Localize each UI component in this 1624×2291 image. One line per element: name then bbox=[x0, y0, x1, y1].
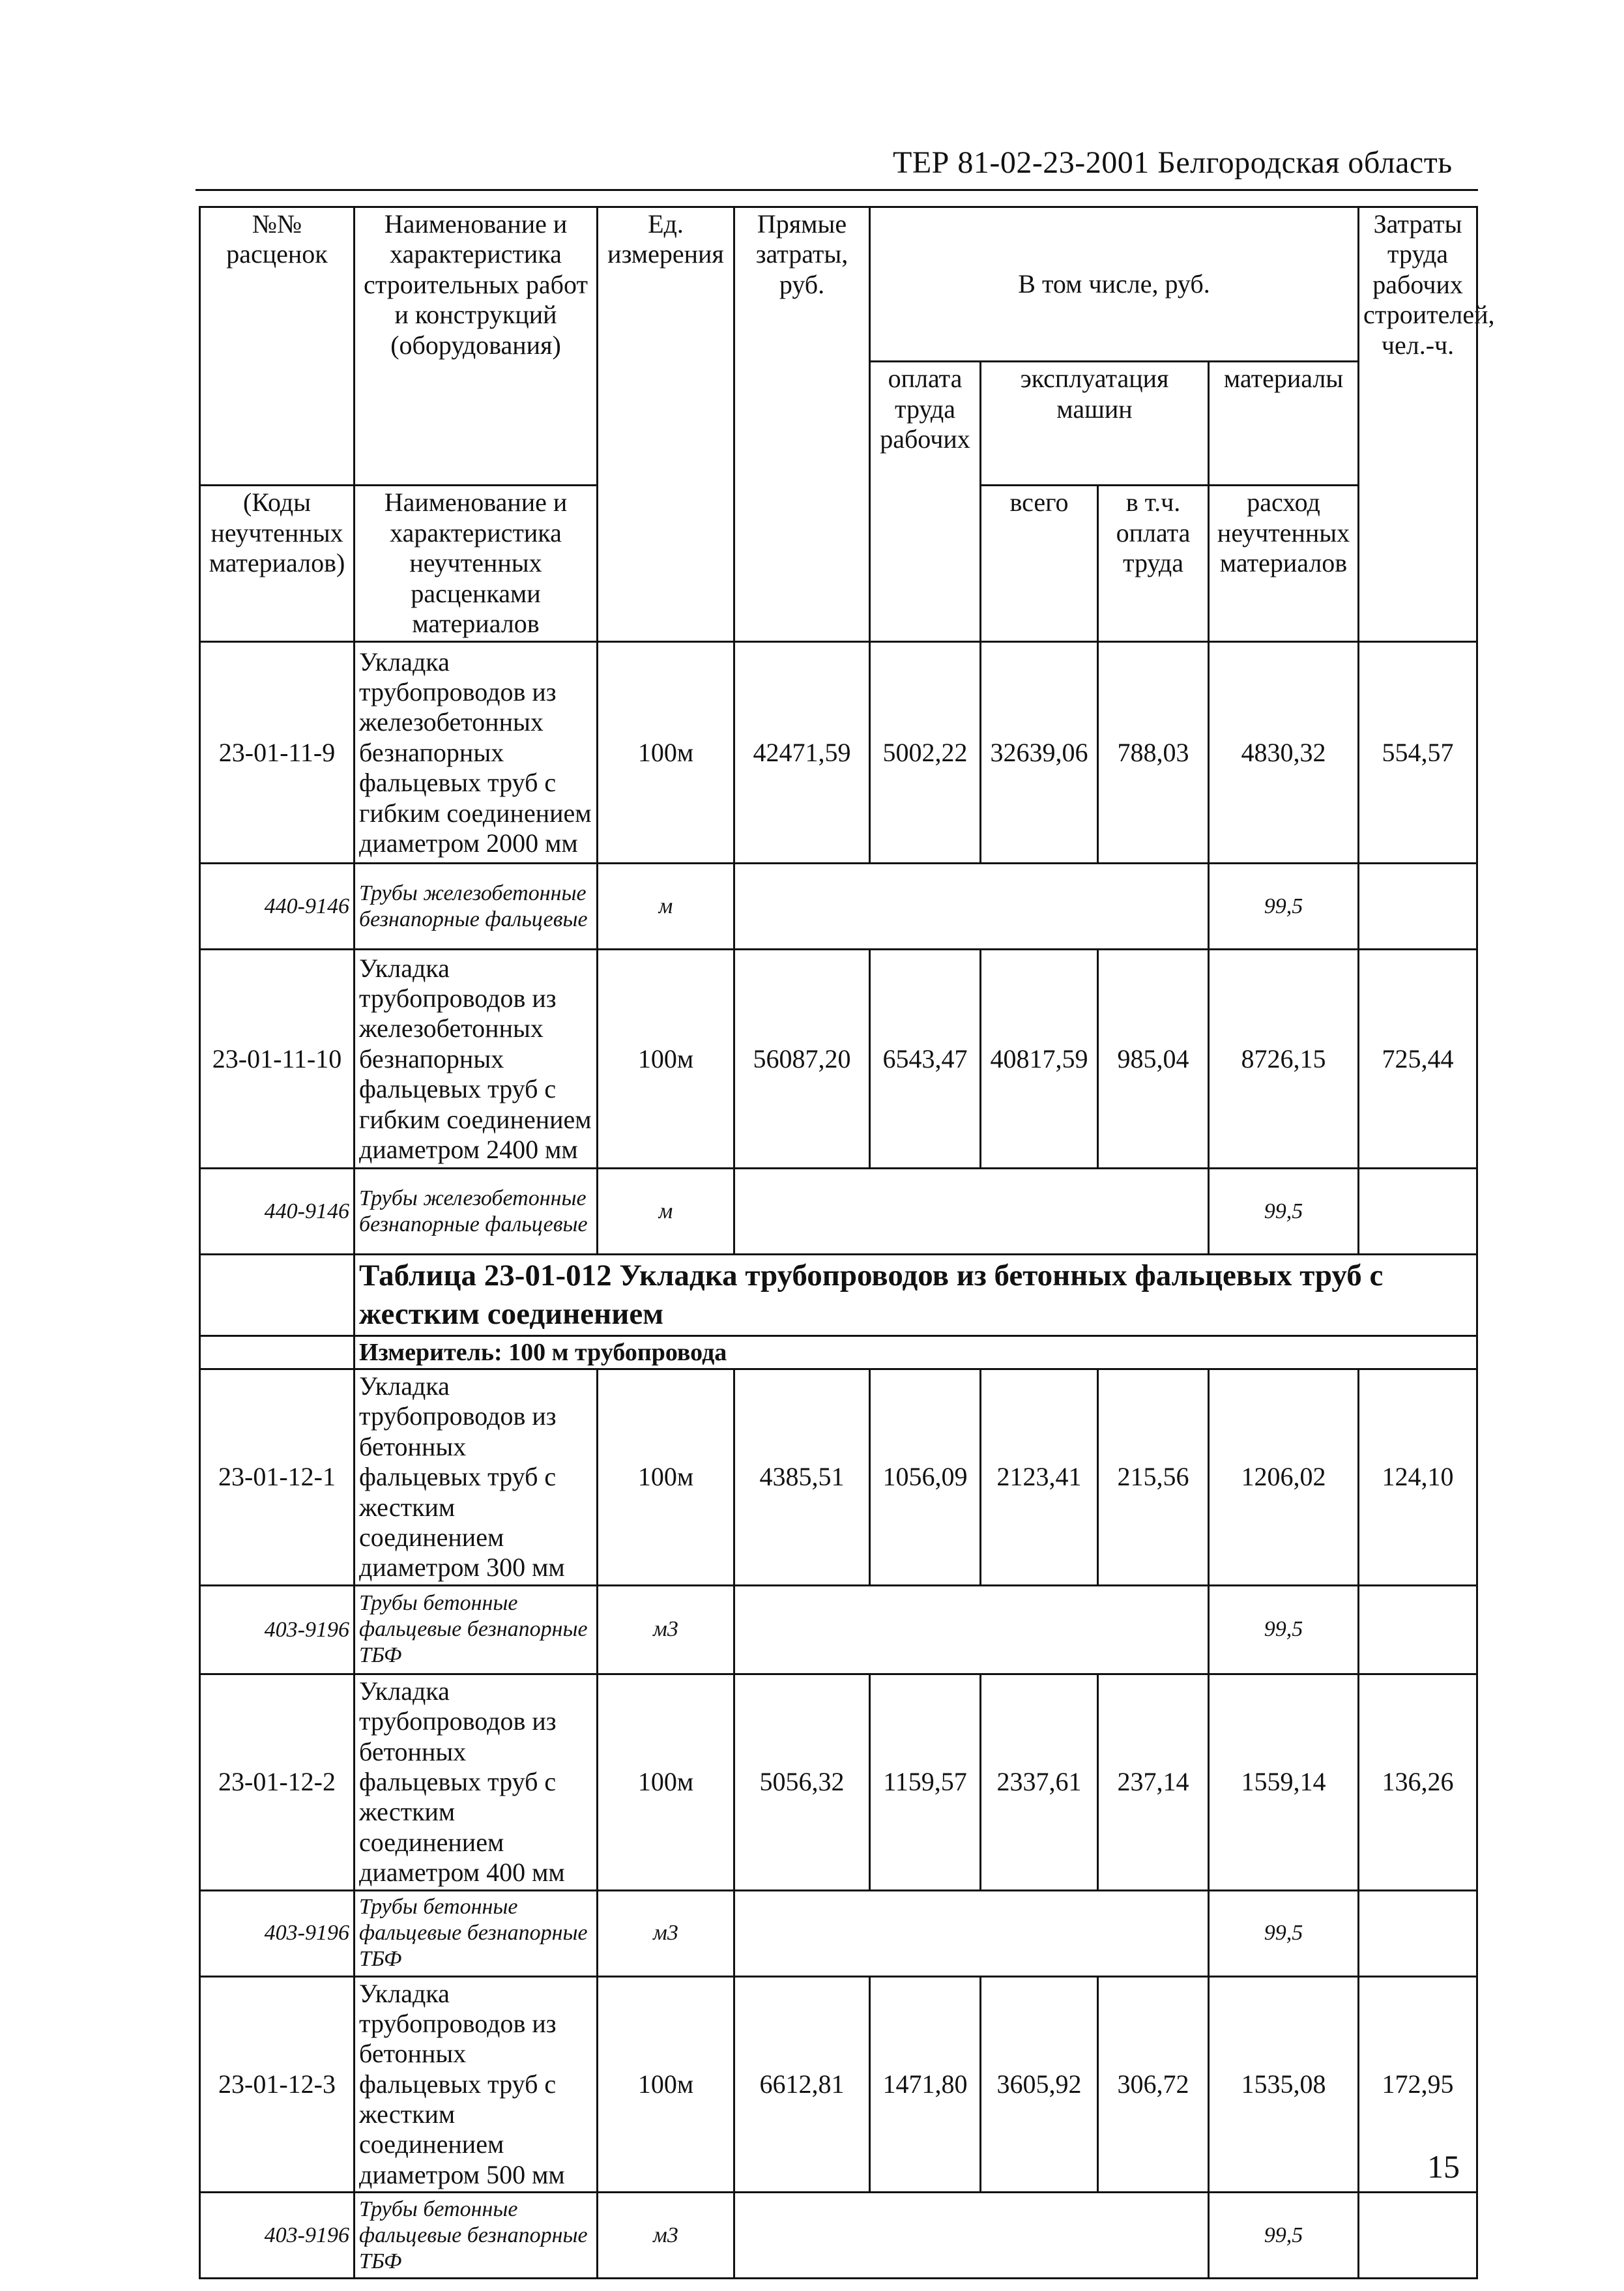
rate-code: 23-01-12-3 bbox=[200, 1976, 355, 2193]
rate-wage: 5002,22 bbox=[870, 642, 981, 864]
rate-labor: 554,57 bbox=[1359, 642, 1477, 864]
rate-name: Укладка трубопроводов из железобетонных безнапорных фальцевых труб с гибким соединением диаметром 2000 мм bbox=[355, 642, 598, 864]
rate-labor: 725,44 bbox=[1359, 950, 1477, 1169]
rate-direct: 42471,59 bbox=[734, 642, 870, 864]
rate-row bbox=[200, 1976, 1477, 2193]
material-qty: 99,5 bbox=[1209, 1585, 1359, 1674]
material-name: Трубы железобетонные безнапорные фальцевые bbox=[355, 864, 598, 950]
rate-machines-wage: 306,72 bbox=[1098, 1976, 1209, 2193]
material-code: 403-9196 bbox=[200, 2193, 355, 2279]
rate-machines: 32639,06 bbox=[981, 642, 1098, 864]
rate-row bbox=[200, 950, 1477, 1169]
material-row bbox=[200, 1890, 1477, 1976]
material-row bbox=[200, 1585, 1477, 1674]
rate-name: Укладка трубопроводов из бетонных фальцевых труб с жестким соединением диаметром 500 мм bbox=[355, 1976, 598, 2193]
material-code: 440-9146 bbox=[200, 1169, 355, 1255]
rate-code: 23-01-12-2 bbox=[200, 1674, 355, 1890]
material-row bbox=[200, 864, 1477, 950]
rate-direct: 56087,20 bbox=[734, 950, 870, 1169]
rate-wage: 6543,47 bbox=[870, 950, 981, 1169]
rate-name: Укладка трубопроводов из железобетонных безнапорных фальцевых труб с гибким соединением диаметром 2400 мм bbox=[355, 950, 598, 1169]
rate-labor: 136,26 bbox=[1359, 1674, 1477, 1890]
rate-materials: 4830,32 bbox=[1209, 642, 1359, 864]
document-header: ТЕР 81-02-23-2001 Белгородская область bbox=[893, 145, 1453, 180]
material-code: 403-9196 bbox=[200, 1890, 355, 1976]
rate-materials: 1535,08 bbox=[1209, 1976, 1359, 2193]
rate-materials: 8726,15 bbox=[1209, 950, 1359, 1169]
material-qty: 99,5 bbox=[1209, 864, 1359, 950]
col-code-subheader: (Коды неучтенных материалов) bbox=[200, 486, 355, 642]
material-row bbox=[200, 2193, 1477, 2279]
col-name-header: Наименование и характеристика строительных работ и конструкций (оборудования) bbox=[355, 207, 598, 362]
rate-direct: 4385,51 bbox=[734, 1369, 870, 1586]
title-spacer bbox=[200, 1255, 355, 1336]
col-incl-wage-header: в т.ч. оплата труда bbox=[1098, 486, 1209, 642]
material-blank bbox=[734, 1585, 1209, 1674]
col-code-header: №№ расценок bbox=[200, 207, 355, 362]
material-qty: 99,5 bbox=[1209, 1169, 1359, 1255]
rate-machines: 40817,59 bbox=[981, 950, 1098, 1169]
material-labor-blank bbox=[1359, 1169, 1477, 1255]
table-title: Таблица 23-01-012 Укладка трубопроводов из бетонных фальцевых труб с жестким соединением bbox=[355, 1255, 1477, 1336]
rate-materials: 1559,14 bbox=[1209, 1674, 1359, 1890]
measure-spacer bbox=[200, 1335, 355, 1369]
rate-row bbox=[200, 1674, 1477, 1890]
col-direct-header: Прямые затраты, руб. bbox=[734, 207, 870, 642]
rate-machines-wage: 215,56 bbox=[1098, 1369, 1209, 1586]
header-rule bbox=[196, 189, 1478, 191]
material-blank bbox=[734, 1890, 1209, 1976]
material-blank bbox=[734, 1169, 1209, 1255]
material-unit: м3 bbox=[598, 1890, 734, 1976]
material-name: Трубы железобетонные безнапорные фальцевые bbox=[355, 1169, 598, 1255]
material-name: Трубы бетонные фальцевые безнапорные ТБФ bbox=[355, 2193, 598, 2279]
rate-row bbox=[200, 642, 1477, 864]
rate-wage: 1056,09 bbox=[870, 1369, 981, 1586]
rate-machines: 2123,41 bbox=[981, 1369, 1098, 1586]
material-unit: м bbox=[598, 864, 734, 950]
table-measure: Измеритель: 100 м трубопровода bbox=[355, 1335, 1477, 1369]
col-name-subheader: Наименование и характеристика неучтенных расценками материалов bbox=[355, 486, 598, 642]
col-total-header: всего bbox=[981, 486, 1098, 642]
rate-code: 23-01-12-1 bbox=[200, 1369, 355, 1586]
rate-labor: 124,10 bbox=[1359, 1369, 1477, 1586]
material-unit: м3 bbox=[598, 1585, 734, 1674]
rate-name: Укладка трубопроводов из бетонных фальцевых труб с жестким соединением диаметром 300 мм bbox=[355, 1369, 598, 1586]
material-name: Трубы бетонные фальцевые безнапорные ТБФ bbox=[355, 1585, 598, 1674]
col-labor-header: Затраты труда рабочих строителей, чел.-ч. bbox=[1359, 207, 1477, 642]
measure-row bbox=[200, 1335, 1477, 1369]
material-unit: м bbox=[598, 1169, 734, 1255]
col-incl-header: В том числе, руб. bbox=[870, 207, 1359, 362]
rate-unit: 100м bbox=[598, 1674, 734, 1890]
material-code: 440-9146 bbox=[200, 864, 355, 950]
material-unit: м3 bbox=[598, 2193, 734, 2279]
rate-direct: 5056,32 bbox=[734, 1674, 870, 1890]
rate-row bbox=[200, 1369, 1477, 1586]
material-labor-blank bbox=[1359, 1890, 1477, 1976]
col-mat-usage-header: расход неучтенных материалов bbox=[1209, 486, 1359, 642]
rate-machines-wage: 237,14 bbox=[1098, 1674, 1209, 1890]
rate-machines: 2337,61 bbox=[981, 1674, 1098, 1890]
rates-table bbox=[199, 206, 1495, 2279]
rate-direct: 6612,81 bbox=[734, 1976, 870, 2193]
rate-unit: 100м bbox=[598, 1369, 734, 1586]
material-qty: 99,5 bbox=[1209, 2193, 1359, 2279]
rate-machines-wage: 788,03 bbox=[1098, 642, 1209, 864]
rate-code: 23-01-11-9 bbox=[200, 642, 355, 864]
header-row-1 bbox=[200, 207, 1477, 362]
col-code-spacer bbox=[200, 362, 355, 486]
material-blank bbox=[734, 864, 1209, 950]
rate-unit: 100м bbox=[598, 950, 734, 1169]
col-wage-header: оплата труда рабочих bbox=[870, 362, 981, 642]
material-code: 403-9196 bbox=[200, 1585, 355, 1674]
rate-wage: 1471,80 bbox=[870, 1976, 981, 2193]
col-machines-header: эксплуатация машин bbox=[981, 362, 1209, 486]
material-row bbox=[200, 1169, 1477, 1255]
material-labor-blank bbox=[1359, 1585, 1477, 1674]
rate-unit: 100м bbox=[598, 1976, 734, 2193]
page-number: 15 bbox=[1427, 2148, 1460, 2185]
rate-machines-wage: 985,04 bbox=[1098, 950, 1209, 1169]
col-materials-header: материалы bbox=[1209, 362, 1359, 486]
material-labor-blank bbox=[1359, 2193, 1477, 2279]
rate-unit: 100м bbox=[598, 642, 734, 864]
rate-materials: 1206,02 bbox=[1209, 1369, 1359, 1586]
rate-wage: 1159,57 bbox=[870, 1674, 981, 1890]
material-blank bbox=[734, 2193, 1209, 2279]
rate-machines: 3605,92 bbox=[981, 1976, 1098, 2193]
material-qty: 99,5 bbox=[1209, 1890, 1359, 1976]
rate-code: 23-01-11-10 bbox=[200, 950, 355, 1169]
material-labor-blank bbox=[1359, 864, 1477, 950]
rate-name: Укладка трубопроводов из бетонных фальцевых труб с жестким соединением диаметром 400 мм bbox=[355, 1674, 598, 1890]
col-name-spacer bbox=[355, 362, 598, 486]
col-unit-header: Ед. измерения bbox=[598, 207, 734, 642]
rate-labor: 172,95 bbox=[1359, 1976, 1477, 2193]
material-name: Трубы бетонные фальцевые безнапорные ТБФ bbox=[355, 1890, 598, 1976]
table-title-row bbox=[200, 1255, 1477, 1336]
